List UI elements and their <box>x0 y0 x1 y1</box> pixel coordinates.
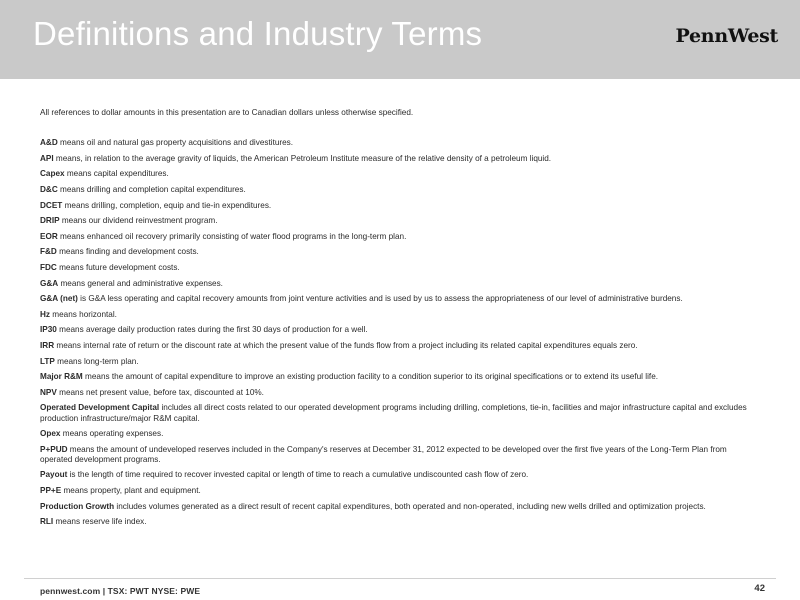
definition-text: means reserve life index. <box>53 517 147 527</box>
definition-text: means, in relation to the average gravity of liquids, the American Petroleum Institute measure of the relative density of a petroleum liquid. <box>53 153 552 163</box>
definition-item <box>40 294 755 304</box>
definition-term: Opex <box>40 429 61 439</box>
definition-term: FDC <box>40 262 57 272</box>
definition-item <box>40 502 755 512</box>
page-number: 42 <box>754 583 765 594</box>
definition-term: P+PUD <box>40 444 68 454</box>
definition-text: means enhanced oil recovery primarily consisting of water flood programs in the long-term plan. <box>57 231 407 241</box>
definition-text: means general and administrative expenses. <box>58 278 223 288</box>
definition-text: means finding and development costs. <box>56 247 199 257</box>
definition-term: G&A (net) <box>40 294 78 304</box>
definition-term: Major R&M <box>40 372 83 382</box>
definition-term: F&D <box>40 247 57 257</box>
definition-item <box>40 185 755 195</box>
definition-text: means drilling, completion, equip and tie-in expenditures. <box>62 200 272 210</box>
header-bar <box>0 0 800 79</box>
definition-term: G&A <box>40 278 59 288</box>
definition-text: is the length of time required to recover invested capital or length of time to reach a cumulative undiscounted cash flow of zero. <box>67 470 529 480</box>
definition-text: is G&A less operating and capital recovery amounts from joint venture activities and is used by us to assess the appropriateness of our level of administrative burdens. <box>77 294 683 304</box>
definition-text: means average daily production rates during the first 30 days of production for a well. <box>56 325 368 335</box>
definition-text: means horizontal. <box>50 309 117 319</box>
definition-term: IP30 <box>40 325 57 335</box>
definition-term: PP+E <box>40 486 62 496</box>
definition-term: Payout <box>40 470 68 480</box>
definition-text: means the amount of capital expenditure to improve an existing production facility to a condition superior to its original specifications or to extend its useful life. <box>82 372 659 382</box>
definition-text: means future development costs. <box>56 262 180 272</box>
definition-term: DCET <box>40 200 63 210</box>
definition-term: Hz <box>40 309 51 319</box>
definition-text: means operating expenses. <box>60 429 164 439</box>
pennwest-logo: PennWest <box>675 25 778 47</box>
definition-item <box>40 517 755 527</box>
definition-item <box>40 388 755 398</box>
definition-term: A&D <box>40 138 58 148</box>
definition-item <box>40 247 755 257</box>
page-title: Definitions and Industry Terms <box>33 15 483 52</box>
definition-term: Production Growth <box>40 501 115 511</box>
definition-term: DRIP <box>40 216 60 226</box>
definition-item <box>40 310 755 320</box>
definition-item <box>40 357 755 367</box>
definition-item <box>40 169 755 179</box>
definition-text: means property, plant and equipment. <box>61 486 201 496</box>
definition-term: RLI <box>40 517 54 527</box>
definition-item <box>40 372 755 382</box>
definition-text: means oil and natural gas property acquisitions and divestitures. <box>57 138 294 148</box>
definition-text: includes volumes generated as a direct result of recent capital expenditures, both operated and non-operated, including new wells drilled and optimization projects. <box>114 501 706 511</box>
definition-item <box>40 486 755 496</box>
definition-item <box>40 341 755 351</box>
definition-item <box>40 470 755 480</box>
definition-term: NPV <box>40 387 57 397</box>
definition-term: API <box>40 153 54 163</box>
definitions-content <box>40 108 755 533</box>
definition-term: IRR <box>40 340 55 350</box>
definition-text: means drilling and completion capital expenditures. <box>57 184 246 194</box>
footer-text: pennwest.com | TSX: PWT NYSE: PWE <box>40 586 201 596</box>
definitions-list <box>40 138 755 527</box>
intro-text: All references to dollar amounts in this presentation are to Canadian dollars unless otherwise specified. <box>40 108 414 117</box>
definition-term: D&C <box>40 184 58 194</box>
definition-term: Capex <box>40 169 65 179</box>
definition-item <box>40 138 755 148</box>
definition-item <box>40 154 755 164</box>
definition-item <box>40 279 755 289</box>
definition-term: EOR <box>40 231 58 241</box>
definition-item <box>40 429 755 439</box>
definition-text: means capital expenditures. <box>64 169 169 179</box>
footer-divider <box>24 578 776 579</box>
definition-item <box>40 403 755 423</box>
definition-item <box>40 445 755 465</box>
definition-text: means the amount of undeveloped reserves included in the Company's reserves at December 31, 2012 expected to be developed over the first five years of the Long-Term Plan from operated development programs. <box>40 444 727 464</box>
definition-text: means our dividend reinvestment program. <box>59 216 218 226</box>
definition-text: includes all direct costs related to our operated development programs including drilling, completions, tie-in, facilities and major infrastructure capital and excludes production infrastructure/major R&M capital. <box>40 403 747 423</box>
definition-item <box>40 263 755 273</box>
definition-text: means internal rate of return or the discount rate at which the present value of the funds flow from a project including its related capital expenditures equals zero. <box>54 340 638 350</box>
definition-text: means long-term plan. <box>54 356 139 366</box>
definition-item <box>40 325 755 335</box>
definition-term: Operated Development Capital <box>40 403 160 413</box>
definition-item <box>40 232 755 242</box>
definition-term: LTP <box>40 356 55 366</box>
definition-item <box>40 216 755 226</box>
definition-text: means net present value, before tax, discounted at 10%. <box>56 387 264 397</box>
definition-item <box>40 201 755 211</box>
